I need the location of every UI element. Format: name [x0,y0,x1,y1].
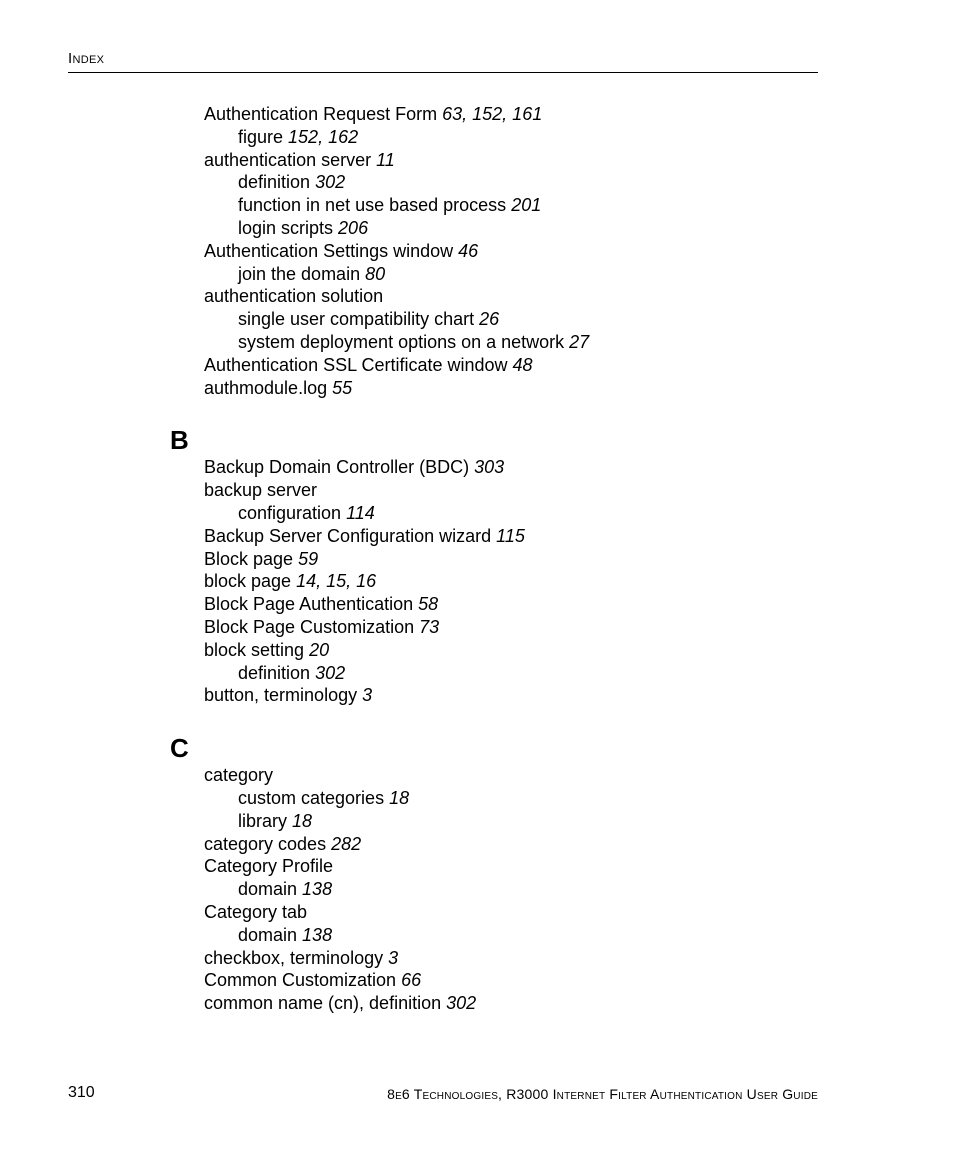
index-term: checkbox, terminology [204,947,389,968]
index-term: Authentication Request Form [204,104,443,124]
index-subentry [170,878,810,901]
index-term: button, terminology [204,685,363,706]
page-references: 58 [418,594,439,615]
index-entry [170,593,810,616]
section-letter: B [170,425,189,456]
index-term: configuration [238,502,347,523]
index-term: Authentication SSL Certificate window [204,354,513,375]
index-term: definition [238,662,316,683]
index-entry [170,456,810,479]
index-term: authentication solution [204,286,384,307]
page-references: 73 [419,616,440,637]
page-references: 59 [298,548,319,569]
page-references: 302 [315,172,346,193]
index-entry [170,377,810,400]
index-entry [170,992,810,1015]
page-references: 80 [365,263,386,284]
index-term: domain [238,879,303,900]
index-entry [170,969,810,992]
index-term: figure [238,126,289,147]
page-references: 66 [401,970,422,991]
index-entry [170,149,810,172]
page-references: 201 [511,195,542,216]
index-term: Block Page Authentication [204,594,419,615]
index-term: authentication server [204,149,377,170]
index-entry [170,855,810,878]
index-subentry [170,662,810,685]
page-references: 303 [474,457,505,478]
index-entry [170,764,810,787]
index-subentry [170,263,810,286]
index-term: authmodule.log [204,377,333,398]
index-subentry [170,810,810,833]
index-entry [170,240,810,263]
page-references: 138 [302,879,333,900]
index-term: login scripts [238,217,339,238]
index-term: Block page [204,548,299,569]
page-references: 26 [479,309,500,330]
page-references: 18 [389,787,410,808]
page-references: 11 [376,149,395,170]
page-references: 48 [512,354,533,375]
index-term: Category Profile [204,856,334,877]
index-term: definition [238,172,316,193]
page-references: 206 [338,217,369,238]
index-term: function in net use based process [238,195,512,216]
index-term: system deployment options on a network [238,331,570,352]
page-references: 55 [332,377,353,398]
page-references: 20 [309,639,330,660]
page-references: 63, 152, 161 [442,104,543,124]
page-references: 18 [292,810,313,831]
running-footer: 8e6 Technologies, R3000 Internet Filter Authentication User Guide [387,1086,818,1102]
index-term: Authentication Settings window [204,240,459,261]
header-rule [68,72,818,73]
index-term: domain [238,924,303,945]
page-references: 3 [388,947,399,968]
index-term: block page [204,571,297,592]
index-term: Category tab [204,901,308,922]
index-term: category codes [204,833,332,854]
index-subentry [170,217,810,240]
index-entry [170,616,810,639]
page-references: 282 [331,833,362,854]
page-references: 27 [569,331,590,352]
index-term: backup server [204,480,318,501]
index-entry [170,103,810,126]
index-term: category [204,765,274,786]
page-references: 14, 15, 16 [296,571,377,592]
index-term: block setting [204,639,310,660]
section-letter: C [170,733,189,764]
index-list [170,103,810,1015]
page-references: 138 [302,924,333,945]
index-entry [170,684,810,707]
index-term: single user compatibility chart [238,309,480,330]
index-entry [170,901,810,924]
index-term: library [238,810,293,831]
index-term: Backup Domain Controller (BDC) [204,457,475,478]
index-entry [170,548,810,571]
index-subentry [170,171,810,194]
index-entry [170,354,810,377]
page-references: 114 [346,502,375,523]
index-entry [170,525,810,548]
page-references: 302 [315,662,346,683]
index-term: Block Page Customization [204,616,420,637]
page-references: 302 [446,993,477,1014]
index-subentry [170,502,810,525]
index-entry [170,947,810,970]
index-term: Backup Server Configuration wizard [204,525,497,546]
index-subentry [170,787,810,810]
page-references: 3 [362,685,373,706]
index-entry [170,639,810,662]
running-header: Index [68,50,105,67]
page-references: 46 [458,240,479,261]
page-references: 152, 162 [288,126,359,147]
index-term: Common Customization [204,970,402,991]
index-term: join the domain [238,263,366,284]
index-subentry [170,308,810,331]
index-term: common name (cn), definition [204,993,447,1014]
index-entry [170,833,810,856]
page-references: 115 [496,525,525,546]
index-subentry [170,331,810,354]
page-number: 310 [68,1084,95,1101]
index-entry [170,479,810,502]
index-subentry [170,126,810,149]
index-subentry [170,924,810,947]
index-entry [170,285,810,308]
index-term: custom categories [238,787,390,808]
index-subentry [170,194,810,217]
index-entry [170,570,810,593]
